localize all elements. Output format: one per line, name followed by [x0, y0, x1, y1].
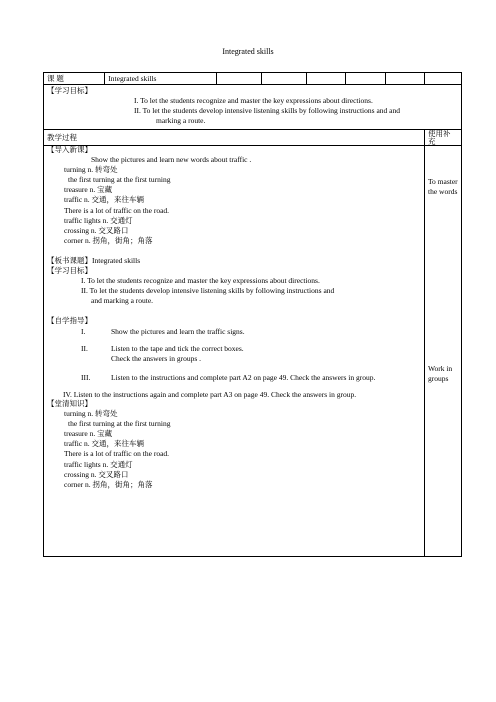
- intro-line: Show the pictures and learn new words about traffic .: [91, 155, 252, 165]
- practice-line: traffic lights n. 交通灯: [64, 459, 133, 469]
- intro-line: the first turning at the first turning: [68, 175, 171, 185]
- objectives2-label: 【学习目标】: [47, 266, 92, 276]
- objective2-item: and marking a route.: [91, 296, 154, 306]
- objective-item: marking a route.: [156, 116, 206, 126]
- process-header: 教学过程: [44, 130, 425, 146]
- practice-line: There is a lot of traffic on the road.: [64, 449, 170, 459]
- practice-line: corner n. 拐角，街角；角落: [64, 479, 153, 489]
- side-note-2: Work in: [428, 364, 453, 374]
- supplement-header: 使用补充: [425, 130, 462, 146]
- topic-label: 课 题: [44, 73, 105, 85]
- objectives-row: [44, 85, 462, 130]
- page-title: Integrated skills: [222, 47, 274, 56]
- intro-line: crossing n. 交叉路口: [64, 225, 129, 235]
- practice-line: the first turning at the first turning: [68, 419, 171, 429]
- self-study-item: III. Listen to the instructions and complete part A2 on page 49. Check the answers in group.: [81, 372, 376, 382]
- lesson-plan-table: [43, 72, 462, 557]
- intro-line: corner n. 拐角，街角；角落: [64, 235, 153, 245]
- side-note-1: the words: [428, 187, 458, 197]
- practice-line: traffic n. 交通，来往车辆: [64, 439, 145, 449]
- intro-line: treasure n. 宝藏: [64, 185, 113, 195]
- self-study-item: Check the answers in groups .: [111, 353, 201, 363]
- intro-line: traffic lights n. 交通灯: [64, 215, 133, 225]
- intro-line: traffic n. 交通，来往车辆: [64, 195, 145, 205]
- intro-line: There is a lot of traffic on the road.: [64, 205, 170, 215]
- objectives-cell: [44, 85, 462, 130]
- intro-label: 【导入新课】: [47, 145, 92, 154]
- objective2-item: I. To let the students recognize and master the key expressions about directions.: [81, 276, 320, 286]
- practice-line: turning n. 转弯处: [64, 409, 118, 419]
- self-study-item: II. Listen to the tape and tick the correct boxes.: [81, 343, 244, 353]
- process-header-row: [44, 130, 462, 146]
- objective-item: II. To let the students develop intensive listening skills by following instructions and and: [134, 106, 400, 116]
- practice-line: crossing n. 交叉路口: [64, 469, 129, 479]
- process-body-row: [44, 146, 462, 557]
- objectives-label: 【学习目标】: [47, 86, 92, 95]
- side-note-2: groups: [428, 374, 449, 384]
- header-row: [44, 73, 462, 85]
- topic-value: Integrated skills: [105, 73, 217, 85]
- practice-label: 【堂清知识】: [47, 398, 92, 408]
- objective-item: I. To let the students recognize and master the key expressions about directions.: [134, 96, 373, 106]
- self-study-item: I. Show the pictures and learn the traffic signs.: [81, 326, 245, 336]
- practice-line: treasure n. 宝藏: [64, 429, 113, 439]
- supplement-column: [425, 146, 462, 557]
- intro-line: turning n. 转弯处: [64, 165, 118, 175]
- objective2-item: II. To let the students develop intensive listening skills by following instructions and: [81, 286, 335, 296]
- self-study-item-4: IV. Listen to the instructions again and complete part A3 on page 49. Check the answers in group.: [63, 389, 357, 399]
- process-body: [44, 146, 425, 557]
- board-title: 【板书课题】Integrated skills: [47, 255, 141, 265]
- side-note-1: To master: [428, 177, 458, 186]
- self-study-label: 【自学指导】: [47, 316, 92, 326]
